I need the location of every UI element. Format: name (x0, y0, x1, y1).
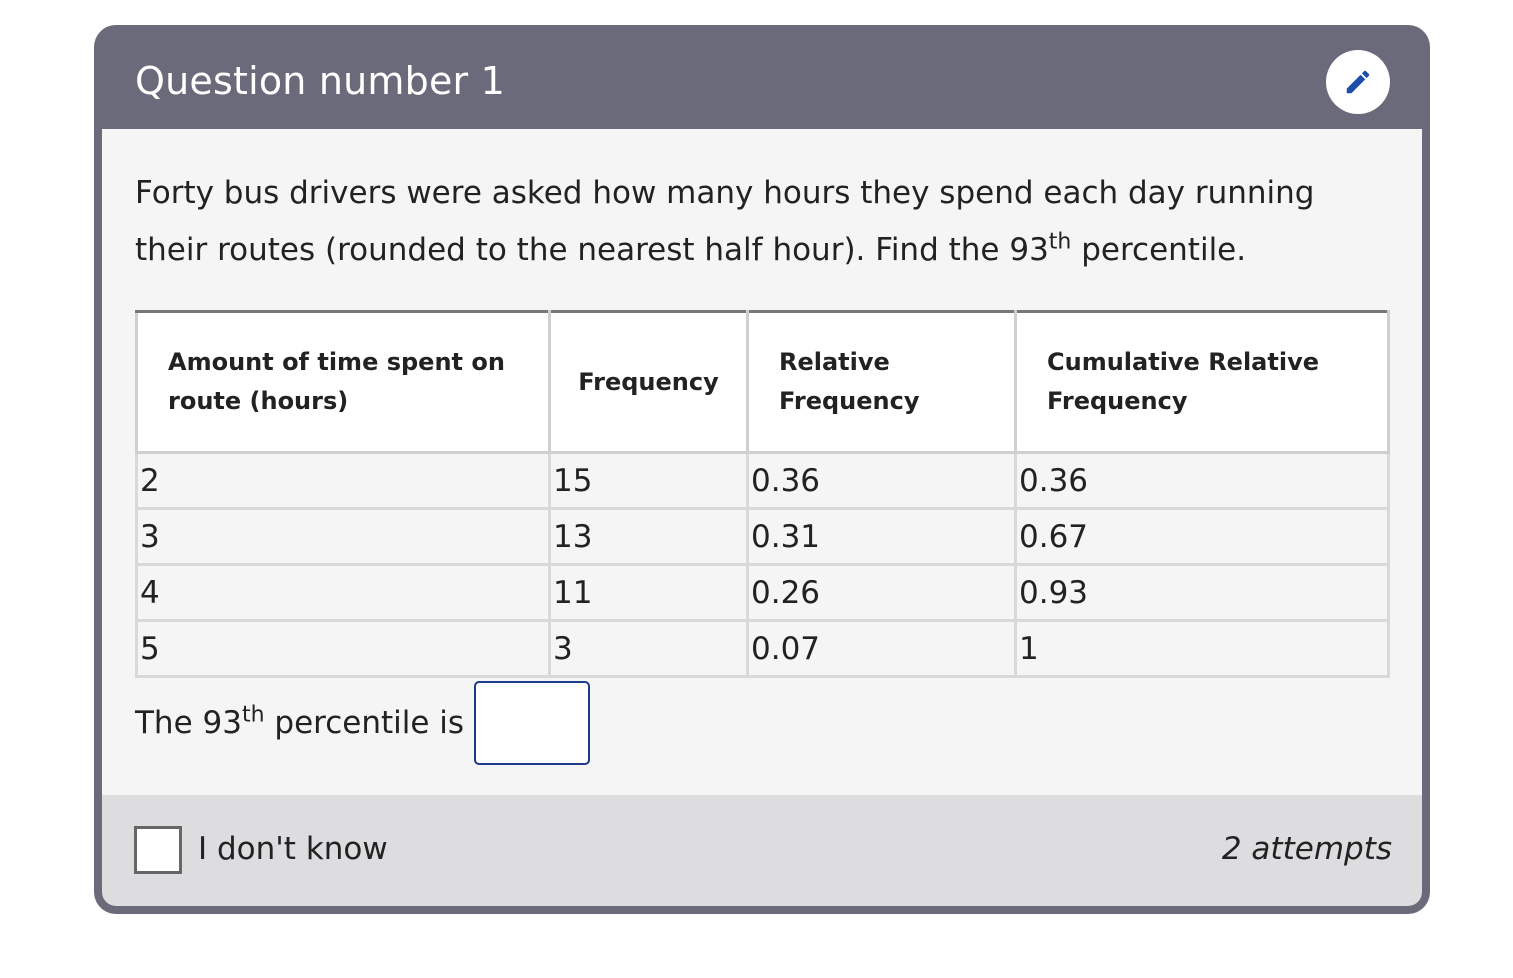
table-cell: 0.36 (1016, 453, 1389, 509)
dont-know-label[interactable]: I don't know (198, 831, 388, 867)
question-card (94, 25, 1430, 914)
table-cell: 1 (1016, 621, 1389, 677)
question-text-end: percentile. (1071, 232, 1247, 268)
answer-label-start: The 93 (135, 705, 242, 741)
question-header (102, 25, 1422, 129)
question-text-start: Forty bus drivers were asked how many hours they spend each day running their routes (rounded to the nearest half hour). Find the 93 (135, 175, 1315, 268)
table-cell: 0.36 (748, 453, 1016, 509)
table-row (137, 565, 1389, 621)
table-cell: 15 (550, 453, 748, 509)
dont-know-checkbox[interactable] (134, 826, 182, 874)
header-cumulative-relative-frequency: Cumulative Relative Frequency (1016, 312, 1389, 453)
table-cell: 11 (550, 565, 748, 621)
answer-label (135, 682, 464, 764)
question-text-sup: th (1048, 229, 1072, 255)
table-row (137, 453, 1389, 509)
table-cell: 0.26 (748, 565, 1016, 621)
question-text (135, 165, 1395, 279)
table-cell: 3 (137, 509, 550, 565)
table-cell: 0.67 (1016, 509, 1389, 565)
table-cell: 0.31 (748, 509, 1016, 565)
question-title: Question number 1 (135, 59, 506, 103)
table-row (137, 621, 1389, 677)
question-body (102, 129, 1422, 795)
table-cell: 13 (550, 509, 748, 565)
question-footer (102, 795, 1422, 906)
header-time: Amount of time spent on route (hours) (137, 312, 550, 453)
table-row (137, 509, 1389, 565)
frequency-table (135, 310, 1390, 678)
answer-line (135, 681, 590, 765)
answer-input[interactable] (474, 681, 590, 765)
table-cell: 0.93 (1016, 565, 1389, 621)
answer-label-sup: th (241, 702, 265, 728)
table-cell: 3 (550, 621, 748, 677)
table-cell: 0.07 (748, 621, 1016, 677)
header-frequency: Frequency (550, 312, 748, 453)
pencil-icon (1343, 67, 1373, 97)
table-cell: 5 (137, 621, 550, 677)
table-cell: 2 (137, 453, 550, 509)
answer-label-end: percentile is (264, 705, 465, 741)
edit-button[interactable] (1326, 50, 1390, 114)
table-cell: 4 (137, 565, 550, 621)
header-relative-frequency: Relative Frequency (748, 312, 1016, 453)
table-header-row (137, 312, 1389, 453)
attempts-count: 2 attempts (1221, 831, 1392, 867)
